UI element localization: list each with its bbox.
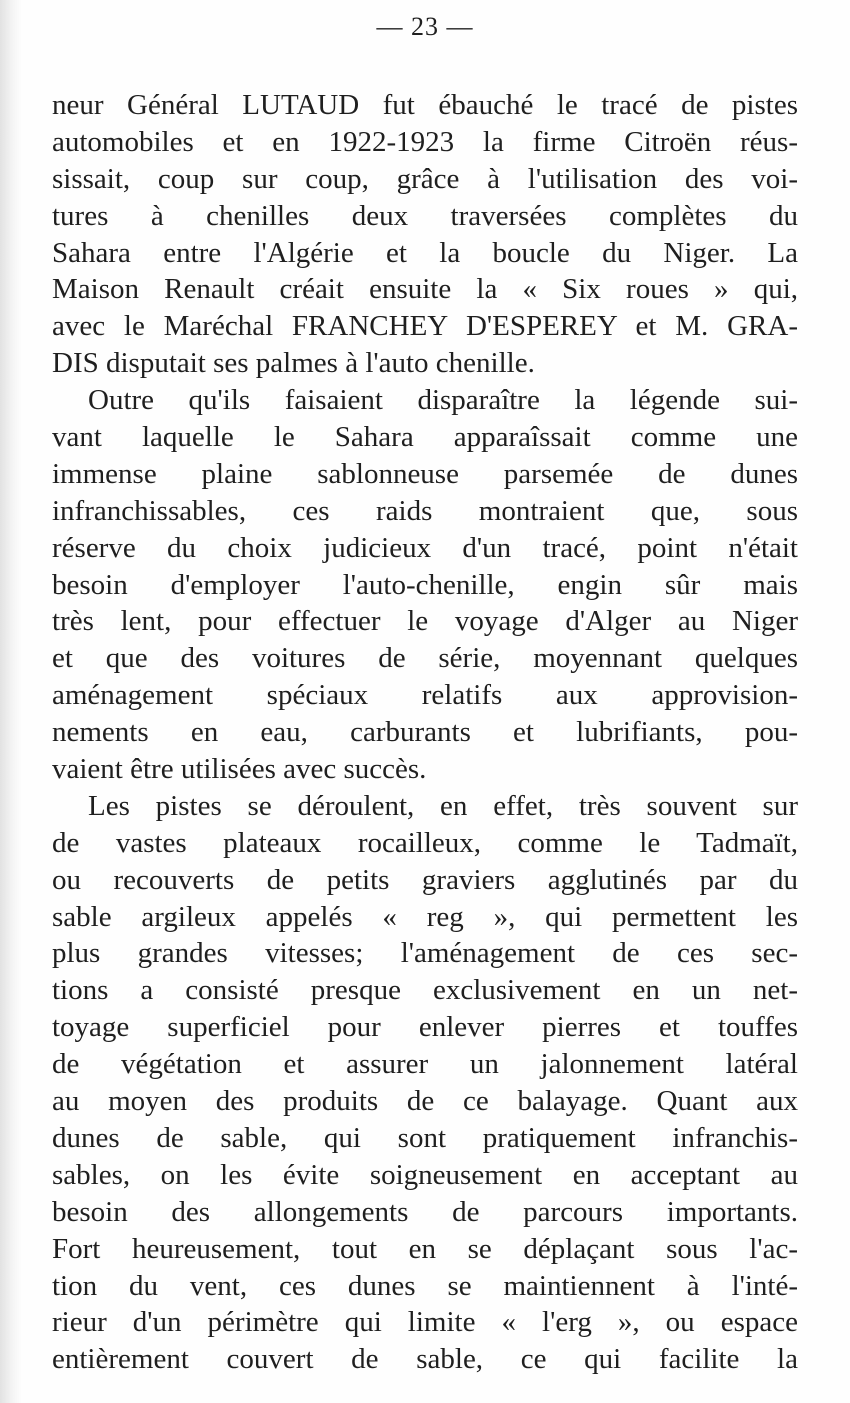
text-line: très lent, pour effectuer le voyage d'Alger au Niger (52, 605, 798, 638)
text-line: toyage superficiel pour enlever pierres et touffes (52, 1011, 798, 1044)
text-line: vant laquelle le Sahara apparaîssait comme une (52, 421, 798, 454)
text-line: tions a consisté presque exclusivement en un net- (52, 974, 798, 1007)
text-line: immense plaine sablonneuse parsemée de dunes (52, 457, 798, 490)
text-line: nements en eau, carburants et lubrifiants, pou- (52, 716, 798, 749)
text-line: automobiles et en 1922-1923 la firme Citroën réus- (52, 125, 798, 158)
text-line: besoin des allongements de parcours importants. (52, 1195, 798, 1228)
text-line: aménagement spéciaux relatifs aux approvision- (52, 679, 798, 712)
text-line: vaient être utilisées avec succès. (52, 753, 427, 786)
text-line: DIS disputait ses palmes à l'auto chenille. (52, 347, 535, 380)
text-line: et que des voitures de série, moyennant quelques (52, 642, 798, 675)
text-line: de vastes plateaux rocailleux, comme le Tadmaït, (52, 826, 798, 859)
text-line: Sahara entre l'Algérie et la boucle du Niger. La (52, 236, 798, 269)
body-text (52, 87, 798, 1378)
page-edge-shadow (0, 0, 22, 1403)
text-line: Fort heureusement, tout en se déplaçant sous l'ac- (52, 1232, 798, 1265)
text-line: tion du vent, ces dunes se maintiennent à l'inté- (52, 1269, 798, 1302)
text-line: neur Général LUTAUD fut ébauché le tracé de pistes (52, 89, 798, 121)
text-line: rieur d'un périmètre qui limite « l'erg », ou espace (52, 1306, 798, 1339)
text-line: sables, on les évite soigneusement en acceptant au (52, 1158, 798, 1191)
text-line: Outre qu'ils faisaient disparaître la légende sui- (88, 384, 798, 417)
text-line: besoin d'employer l'auto-chenille, engin sûr mais (52, 568, 798, 601)
text-line: sissait, coup sur coup, grâce à l'utilisation des voi- (52, 162, 798, 195)
text-line: dunes de sable, qui sont pratiquement infranchis- (52, 1121, 798, 1154)
text-line: au moyen des produits de ce balayage. Quant aux (52, 1085, 798, 1118)
text-line: Maison Renault créait ensuite la « Six roues » qui, (52, 273, 798, 306)
text-line: infranchissables, ces raids montraient que, sous (52, 494, 798, 527)
text-line: réserve du choix judicieux d'un tracé, point n'était (52, 531, 798, 564)
text-line: plus grandes vitesses; l'aménagement de ces sec- (52, 937, 798, 970)
text-line: entièrement couvert de sable, ce qui facilite la (52, 1343, 798, 1376)
text-line: ou recouverts de petits graviers agglutinés par du (52, 863, 798, 896)
text-line: avec le Maréchal FRANCHEY D'ESPEREY et M. GRA- (52, 310, 798, 343)
text-line: sable argileux appelés « reg », qui permettent les (52, 900, 798, 933)
text-line: Les pistes se déroulent, en effet, très souvent sur (88, 789, 798, 822)
text-line: de végétation et assurer un jalonnement latéral (52, 1048, 798, 1081)
page-number: — 23 — (376, 12, 474, 41)
text-line: tures à chenilles deux traversées complètes du (52, 199, 798, 232)
